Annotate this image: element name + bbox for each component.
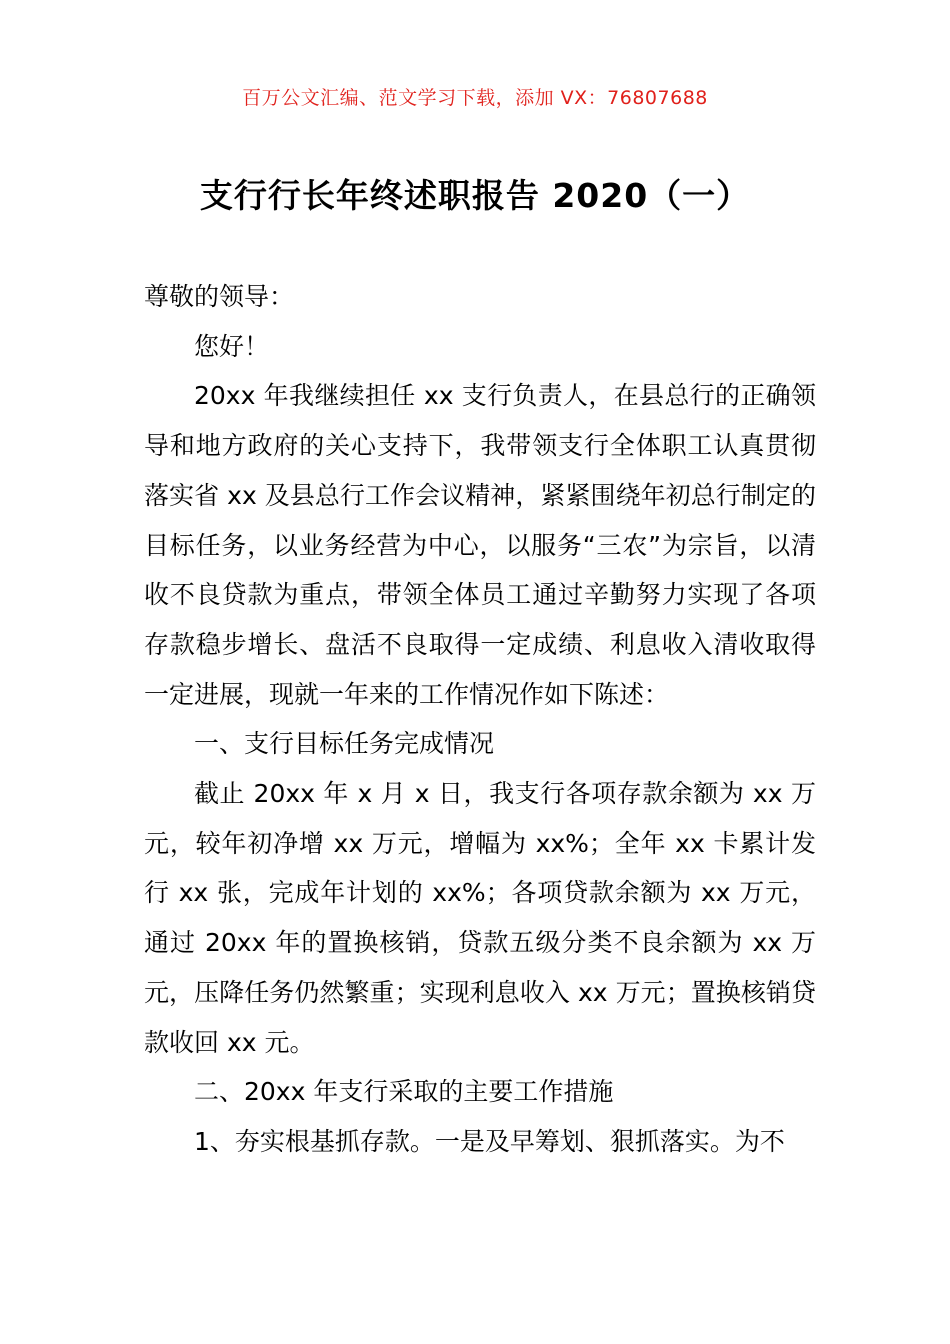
- page-title: 支行行长年终述职报告 2020（一）: [199, 176, 751, 215]
- section-1-paragraph: 截止 20xx 年 x 月 x 日，我支行各项存款余额为 xx 万元，较年初净增 xx 万元，增幅为 xx%；全年 xx 卡累计发行 xx 张，完成年计划的 xx%；各项贷款余额为 xx 万元，通过 20xx 年的置换核销，贷款五级分类不良余额为 xx 万元，压降任务仍然繁重；实现利息收入 xx 万元；置换核销贷款收回 xx 元。: [144, 779, 816, 1057]
- intro-paragraph: 20xx 年我继续担任 xx 支行负责人，在县总行的正确领导和地方政府的关心支持下，我带领支行全体职工认真贯彻落实省 xx 及县总行工作会议精神，紧紧围绕年初总行制定的目标任务，以业务经营为中心，以服务“三农”为宗旨，以清收不良贷款为重点，带领全体员工通过辛勤努力实现了各项存款稳步增长、盘活不良取得一定成绩、利息收入清收取得一定进展，现就一年来的工作情况作如下陈述：: [144, 381, 816, 709]
- document-body: [144, 272, 816, 1167]
- greeting: 您好！: [194, 331, 270, 361]
- header-watermark-note: 百万公文汇编、范文学习下载，添加 VX：76807688: [242, 87, 708, 109]
- section-heading-2: 二、20xx 年支行采取的主要工作措施: [194, 1077, 614, 1107]
- salutation: 尊敬的领导：: [144, 282, 295, 311]
- section-2-item-1: 1、夯实根基抓存款。一是及早筹划、狠抓落实。为不: [194, 1126, 785, 1156]
- section-heading-1: 一、支行目标任务完成情况: [194, 729, 495, 759]
